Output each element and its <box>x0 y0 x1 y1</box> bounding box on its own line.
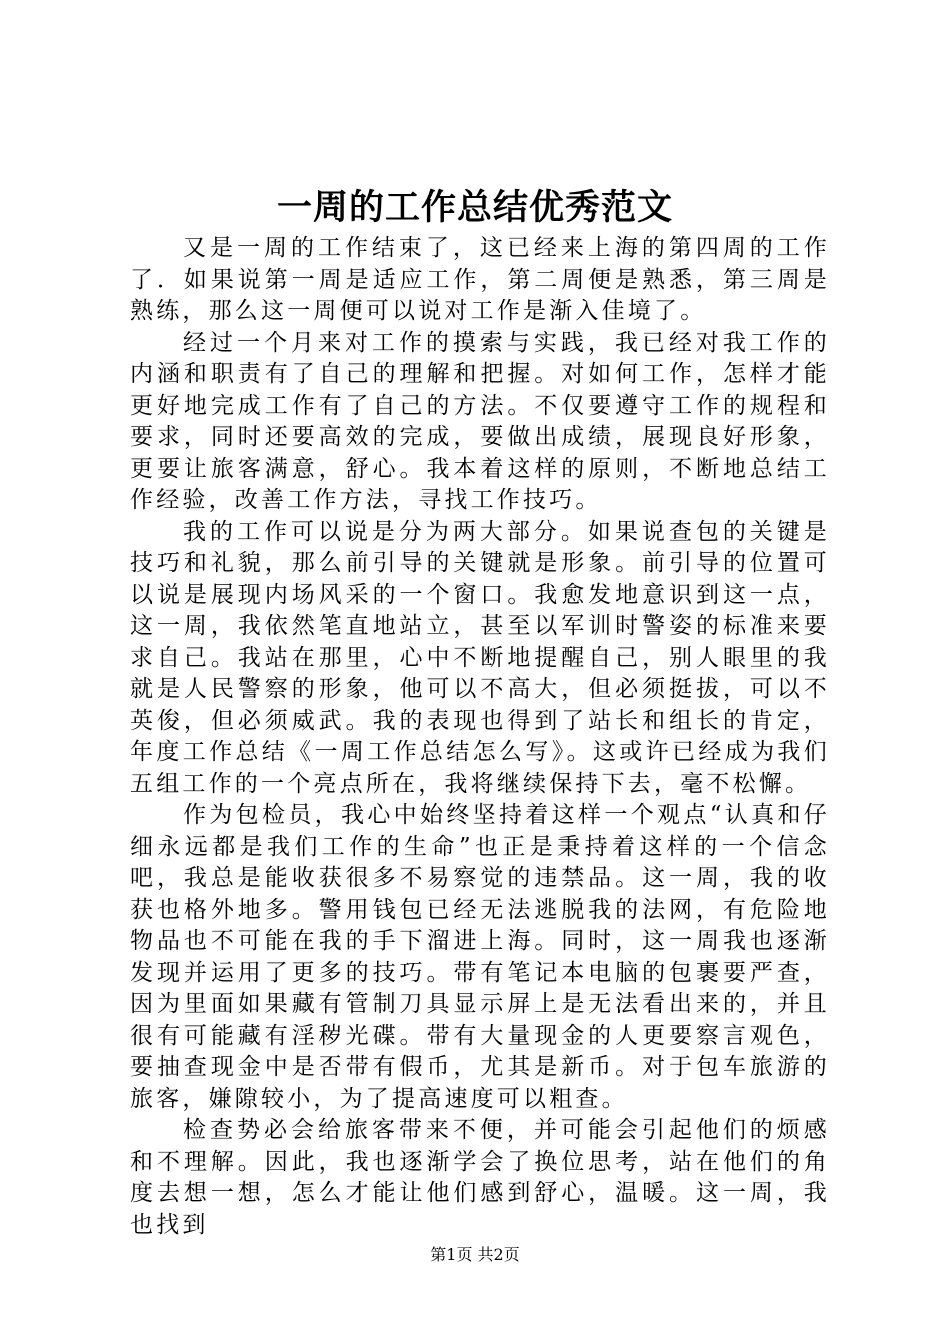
document-body <box>130 233 830 1241</box>
document-title: 一周的工作总结优秀范文 <box>276 187 673 228</box>
paragraph-2: 经过一个月来对工作的摸索与实践，我已经对我工作的内涵和职责有了自己的理解和把握。对如何工作，怎样才能更好地完成工作有了自己的方法。不仅要遵守工作的规程和要求，同时还要高效的完成，要做出成绩，展现良好形象，更要让旅客满意，舒心。我本着这样的原则，不断地总结工作经验，改善工作方法，寻找工作技巧。 <box>130 329 830 513</box>
paragraph-1: 又是一周的工作结束了，这已经来上海的第四周的工作了．如果说第一周是适应工作，第二周便是熟悉，第三周是熟练，那么这一周便可以说对工作是渐入佳境了。 <box>130 235 830 324</box>
paragraph-3: 我的工作可以说是分为两大部分。如果说查包的关键是技巧和礼貌，那么前引导的关键就是形象。前引导的位置可以说是展现内场风采的一个窗口。我愈发地意识到这一点，这一周，我依然笔直地站立，甚至以军训时警姿的标准来要求自己。我站在那里，心中不断地提醒自己，别人眼里的我就是人民警察的形象，他可以不高大，但必须挺拔，可以不英俊，但必须威武。我的表现也得到了站长和组长的肯定，年度工作总结《一周工作总结怎么写》。这或许已经成为我们五组工作的一个亮点所在，我将继续保持下去，毫不松懈。 <box>130 518 830 797</box>
paragraph-5: 检查势必会给旅客带来不便，并可能会引起他们的烦感和不理解。因此，我也逐渐学会了换位思考，站在他们的角度去想一想，怎么才能让他们感到舒心，温暖。这一周，我也找到 <box>130 1117 830 1238</box>
page-number-footer: 第1页 共2页 <box>430 1245 520 1264</box>
paragraph-4: 作为包检员，我心中始终坚持着这样一个观点“认真和仔细永远都是我们工作的生命”也正是秉持着这样的一个信念吧，我总是能收获很多不易察觉的违禁品。这一周，我的收获也格外地多。警用钱包已经无法逃脱我的法网，有危险地物品也不可能在我的手下溜进上海。同时，这一周我也逐渐发现并运用了更多的技巧。带有笔记本电脑的包裹要严查，因为里面如果藏有管制刀具显示屏上是无法看出来的，并且很有可能藏有淫秽光碟。带有大量现金的人更要察言观色，要抽查现金中是否带有假币，尤其是新币。对于包车旅游的旅客，嫌隙较小，为了提高速度可以粗查。 <box>130 802 830 1112</box>
